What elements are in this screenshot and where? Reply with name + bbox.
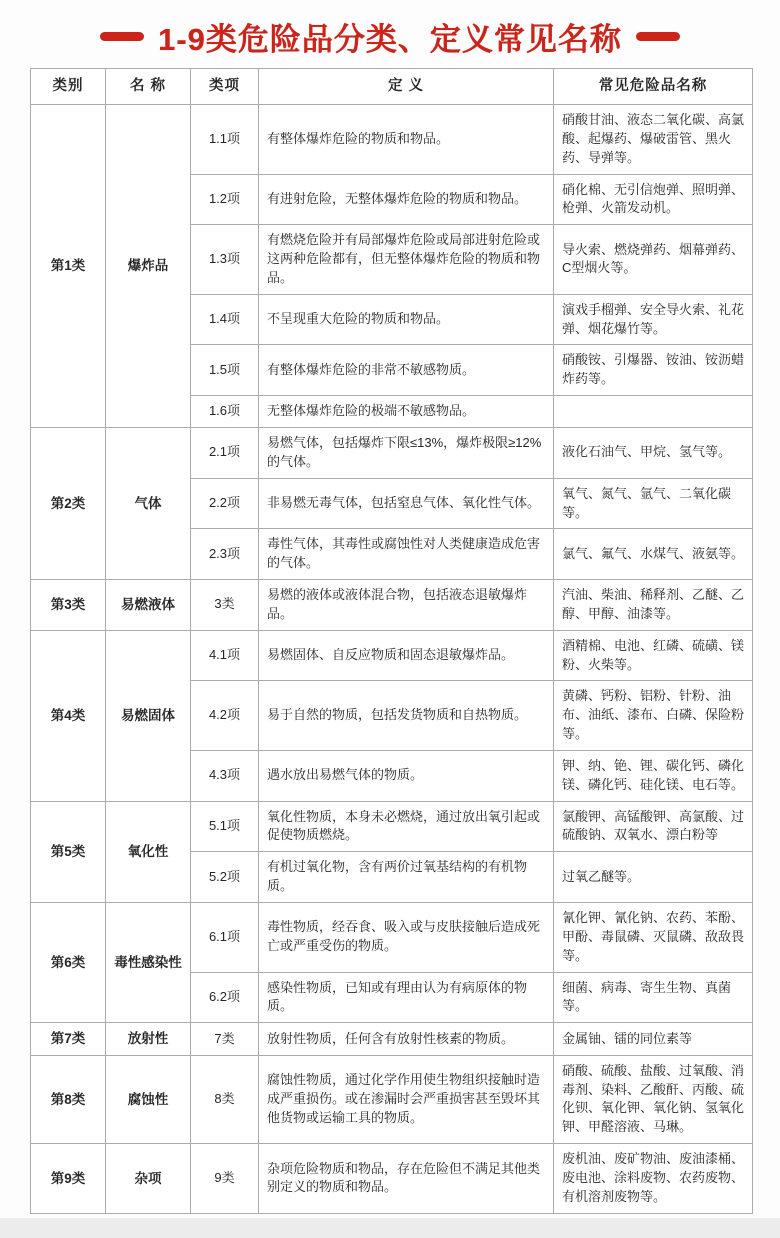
table-body — [31, 105, 753, 1214]
common-names-cell: 汽油、柴油、稀释剂、乙醚、乙醇、甲醇、油漆等。 — [554, 580, 753, 631]
definition-cell: 杂项危险物质和物品，存在危险但不满足其他类别定义的物质和物品。 — [259, 1144, 554, 1214]
table-header — [31, 69, 753, 105]
division-cell: 6.1项 — [191, 903, 259, 973]
name-cell: 放射性 — [106, 1023, 191, 1056]
header-row — [31, 69, 753, 105]
common-names-cell — [554, 396, 753, 428]
name-cell: 杂项 — [106, 1144, 191, 1214]
definition-cell: 有机过氧化物，含有两价过氧基结构的有机物质。 — [259, 852, 554, 903]
common-names-cell: 液化石油气、甲烷、氢气等。 — [554, 427, 753, 478]
common-names-cell: 硝化棉、无引信炮弹、照明弹、枪弹、火箭发动机。 — [554, 174, 753, 225]
col-header-division: 类项 — [191, 69, 259, 105]
table-row — [31, 630, 753, 681]
category-cell: 第5类 — [31, 801, 106, 902]
title-dash-left-icon — [100, 32, 144, 41]
common-names-cell: 金属铀、镭的同位素等 — [554, 1023, 753, 1056]
division-cell: 1.3项 — [191, 225, 259, 295]
division-cell: 1.1项 — [191, 105, 259, 175]
name-cell: 氧化性 — [106, 801, 191, 902]
definition-cell: 感染性物质，已知或有理由认为有病原体的物质。 — [259, 972, 554, 1023]
division-cell: 1.2项 — [191, 174, 259, 225]
definition-cell: 易燃的液体或液体混合物，包括液态退敏爆炸品。 — [259, 580, 554, 631]
division-cell: 2.2项 — [191, 478, 259, 529]
common-names-cell: 氧气、氮气、氩气、二氧化碳等。 — [554, 478, 753, 529]
table-row — [31, 903, 753, 973]
division-cell: 1.5项 — [191, 345, 259, 396]
table-row — [31, 1023, 753, 1056]
division-cell: 5.2项 — [191, 852, 259, 903]
bottom-strip — [0, 1218, 780, 1238]
division-cell: 1.6项 — [191, 396, 259, 428]
definition-cell: 不呈现重大危险的物质和物品。 — [259, 294, 554, 345]
definition-cell: 易燃气体，包括爆炸下限≤13%，爆炸极限≥12%的气体。 — [259, 427, 554, 478]
name-cell: 腐蚀性 — [106, 1055, 191, 1143]
table-row — [31, 427, 753, 478]
table-row — [31, 1055, 753, 1143]
common-names-cell: 硝酸、硫酸、盐酸、过氧酸、消毒剂、染料、乙酸酐、丙酸、硫化钡、氧化钾、氧化钠、氢氧化钾、甲醛溶液、马琳。 — [554, 1055, 753, 1143]
common-names-cell: 废机油、废矿物油、废油漆桶、废电池、涂料废物、农药废物、有机溶剂废物等。 — [554, 1144, 753, 1214]
col-header-name: 名 称 — [106, 69, 191, 105]
name-cell: 易燃固体 — [106, 630, 191, 801]
page-title: 1-9类危险品分类、定义常见名称 — [158, 21, 622, 57]
division-cell: 1.4项 — [191, 294, 259, 345]
common-names-cell: 氯酸钾、高锰酸钾、高氯酸、过硫酸钠、双氧水、漂白粉等 — [554, 801, 753, 852]
name-cell: 爆炸品 — [106, 105, 191, 428]
category-cell: 第6类 — [31, 903, 106, 1023]
category-cell: 第1类 — [31, 105, 106, 428]
definition-cell: 有进射危险，无整体爆炸危险的物质和物品。 — [259, 174, 554, 225]
division-cell: 4.1项 — [191, 630, 259, 681]
common-names-cell: 过氧乙醚等。 — [554, 852, 753, 903]
common-names-cell: 导火索、燃烧弹药、烟幕弹药、C型烟火等。 — [554, 225, 753, 295]
hazard-classification-table — [30, 68, 753, 1214]
name-cell: 气体 — [106, 427, 191, 579]
definition-cell: 腐蚀性物质，通过化学作用使生物组织接触时造成严重损伤。或在渗漏时会严重损害甚至毁坏其他货物或运输工具的物质。 — [259, 1055, 554, 1143]
common-names-cell: 酒精棉、电池、红磷、硫磺、镁粉、火柴等。 — [554, 630, 753, 681]
table-row — [31, 105, 753, 175]
category-cell: 第3类 — [31, 580, 106, 631]
common-names-cell: 硝酸甘油、液态二氧化碳、高氯酸、起爆药、爆破雷管、黑火药、导弹等。 — [554, 105, 753, 175]
common-names-cell: 黄磷、钙粉、铝粉、针粉、油布、油纸、漆布、白磷、保险粉等。 — [554, 681, 753, 751]
category-cell: 第9类 — [31, 1144, 106, 1214]
definition-cell: 易于自然的物质，包括发货物质和自热物质。 — [259, 681, 554, 751]
division-cell: 7类 — [191, 1023, 259, 1056]
division-cell: 2.3项 — [191, 529, 259, 580]
definition-cell: 有燃烧危险并有局部爆炸危险或局部进射危险或这两种危险都有，但无整体爆炸危险的物质和物品。 — [259, 225, 554, 295]
name-cell: 毒性感染性 — [106, 903, 191, 1023]
definition-cell: 无整体爆炸危险的极端不敏感物品。 — [259, 396, 554, 428]
category-cell: 第2类 — [31, 427, 106, 579]
definition-cell: 毒性气体，其毒性或腐蚀性对人类健康造成危害的气体。 — [259, 529, 554, 580]
division-cell: 2.1项 — [191, 427, 259, 478]
col-header-common-names: 常见危险品名称 — [554, 69, 753, 105]
category-cell: 第7类 — [31, 1023, 106, 1056]
division-cell: 9类 — [191, 1144, 259, 1214]
table-row — [31, 1144, 753, 1214]
common-names-cell: 细菌、病毒、寄生生物、真菌等。 — [554, 972, 753, 1023]
definition-cell: 毒性物质，经吞食、吸入或与皮肤接触后造成死亡或严重受伤的物质。 — [259, 903, 554, 973]
table-row — [31, 580, 753, 631]
col-header-definition: 定 义 — [259, 69, 554, 105]
title-dash-right-icon — [636, 32, 680, 41]
common-names-cell: 钾、纳、铯、锂、碳化钙、磷化镁、磷化钙、硅化镁、电石等。 — [554, 750, 753, 801]
category-cell: 第4类 — [31, 630, 106, 801]
definition-cell: 放射性物质，任何含有放射性核素的物质。 — [259, 1023, 554, 1056]
definition-cell: 易燃固体、自反应物质和固态退敏爆炸品。 — [259, 630, 554, 681]
table-row — [31, 801, 753, 852]
division-cell: 4.3项 — [191, 750, 259, 801]
common-names-cell: 氯气、氟气、水煤气、液氨等。 — [554, 529, 753, 580]
division-cell: 5.1项 — [191, 801, 259, 852]
name-cell: 易燃液体 — [106, 580, 191, 631]
common-names-cell: 硝酸铵、引爆器、铵油、铵沥蜡炸药等。 — [554, 345, 753, 396]
definition-cell: 有整体爆炸危险的非常不敏感物质。 — [259, 345, 554, 396]
definition-cell: 氧化性物质，本身未必燃烧，通过放出氧引起或促使物质燃烧。 — [259, 801, 554, 852]
common-names-cell: 氰化钾、氰化钠、农药、苯酚、甲酚、毒鼠磷、灭鼠磷、敌敌畏等。 — [554, 903, 753, 973]
category-cell: 第8类 — [31, 1055, 106, 1143]
division-cell: 4.2项 — [191, 681, 259, 751]
title-bar — [0, 0, 780, 66]
division-cell: 3类 — [191, 580, 259, 631]
division-cell: 8类 — [191, 1055, 259, 1143]
common-names-cell: 演戏手榴弹、安全导火索、礼花弹、烟花爆竹等。 — [554, 294, 753, 345]
definition-cell: 非易燃无毒气体，包括窒息气体、氧化性气体。 — [259, 478, 554, 529]
definition-cell: 遇水放出易燃气体的物质。 — [259, 750, 554, 801]
col-header-category: 类别 — [31, 69, 106, 105]
division-cell: 6.2项 — [191, 972, 259, 1023]
definition-cell: 有整体爆炸危险的物质和物品。 — [259, 105, 554, 175]
